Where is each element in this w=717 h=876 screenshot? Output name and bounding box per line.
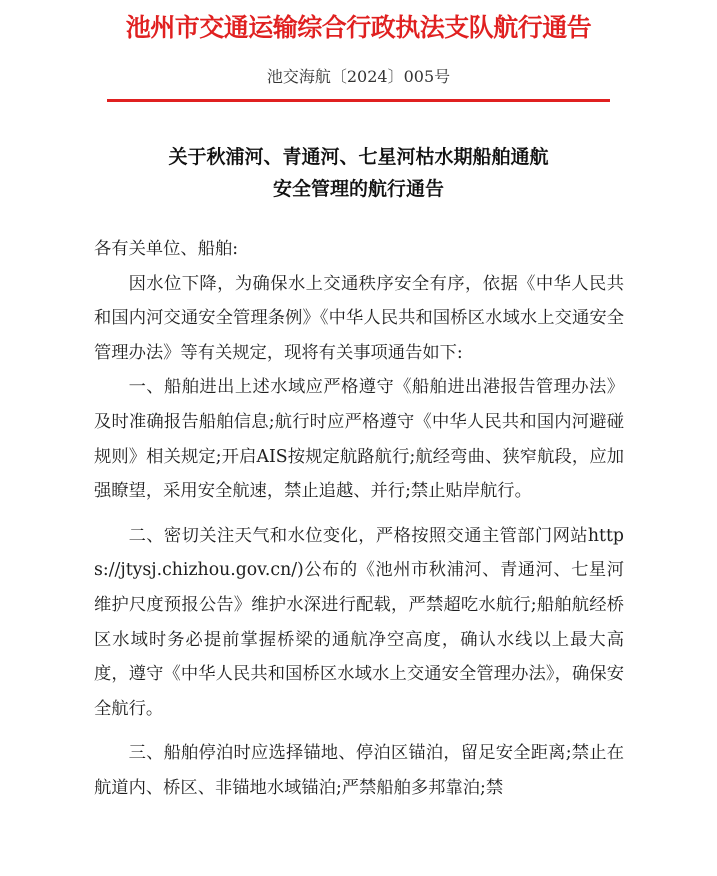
item-2-paragraph: 二、密切关注天气和水位变化，严格按照交通主管部门网站https://jtysj.chizhou.gov.cn/)公布的《池州市秋浦河、青通河、七星河维护尺度预报公告》维护水深进行配载，严禁超吃水航行;船舶航经桥区水域时务必提前掌握桥梁的通航净空高度，确认水线以上最大高度，遵守《中华人民共和国桥区水域水上交通安全管理办法》，确保安全航行。 bbox=[94, 525, 624, 719]
notice-body bbox=[94, 232, 624, 806]
red-separator-line bbox=[107, 99, 610, 102]
notice-title-line-1: 关于秋浦河、青通河、七星河枯水期船舶通航 bbox=[168, 146, 549, 168]
masthead-title: 池州市交通运输综合行政执法支队航行通告 bbox=[125, 13, 592, 42]
notice-title-line-2: 安全管理的航行通告 bbox=[272, 178, 444, 200]
salutation: 各有关单位、船舶: bbox=[94, 239, 239, 259]
intro-paragraph: 因水位下降，为确保水上交通秩序安全有序，依据《中华人民共和国内河交通安全管理条例》《中华人民共和国桥区水域水上交通安全管理办法》等有关规定，现将有关事项通告如下: bbox=[94, 273, 624, 363]
notice-title bbox=[0, 141, 717, 205]
item-3-paragraph: 三、船舶停泊时应选择锚地、停泊区锚泊，留足安全距离;禁止在航道内、桥区、非锚地水域锚泊;严禁船舶多邦靠泊;禁 bbox=[94, 743, 624, 798]
document-number: 池交海航〔2024〕005号 bbox=[266, 67, 451, 86]
item-1-paragraph: 一、船舶进出上述水域应严格遵守《船舶进出港报告管理办法》及时准确报告船舶信息;航行时应严格遵守《中华人民共和国内河避碰规则》相关规定;开启AIS按规定航路航行;航经弯曲、狭窄航段，应加强瞭望，采用安全航速，禁止追越、并行;禁止贴岸航行。 bbox=[94, 377, 624, 502]
